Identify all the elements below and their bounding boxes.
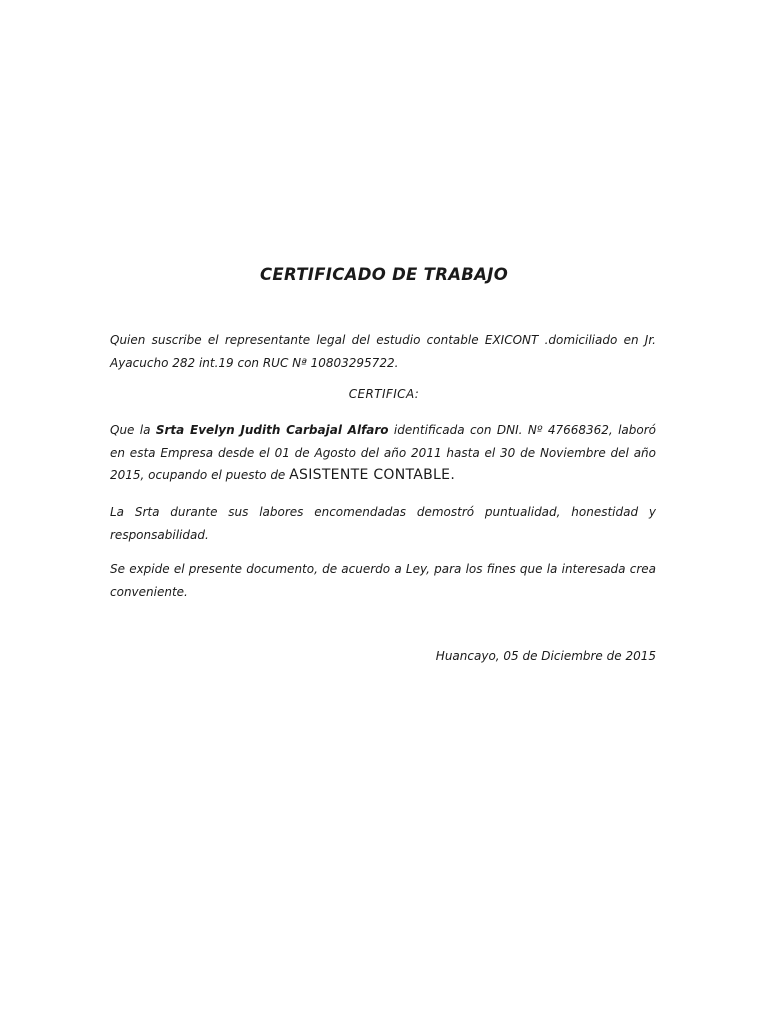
intro-paragraph: Quien suscribe el representante legal del estudio contable EXICONT .domiciliado en Jr. Ayacucho 282 int.19 con RUC Nª 10803295722.	[110, 333, 656, 370]
employment-paragraph	[110, 419, 656, 487]
conduct-paragraph: La Srta durante sus labores encomendadas demostró puntualidad, honestidad y responsabilidad.	[110, 505, 656, 542]
employment-suffix: .	[450, 467, 456, 483]
issuance-paragraph: Se expide el presente documento, de acuerdo a Ley, para los fines que la interesada crea conveniente.	[110, 562, 656, 599]
document-title: CERTIFICADO DE TRABAJO	[259, 265, 509, 284]
employment-prefix: Que la	[110, 423, 156, 437]
certifica-heading: CERTIFICA:	[348, 387, 420, 401]
employee-name: Srta Evelyn Judith Carbajal Alfaro	[155, 423, 389, 437]
employment-details: identificada con DNI. Nº 47668362, laboró en esta Empresa desde el 01 de Agosto del año 2011 hasta el 30 de Noviembre del año 2015, ocupando el puesto de	[110, 423, 657, 482]
job-position: ASISTENTE CONTABLE	[289, 467, 451, 483]
place-and-date: Huancayo, 05 de Diciembre de 2015	[435, 649, 656, 663]
